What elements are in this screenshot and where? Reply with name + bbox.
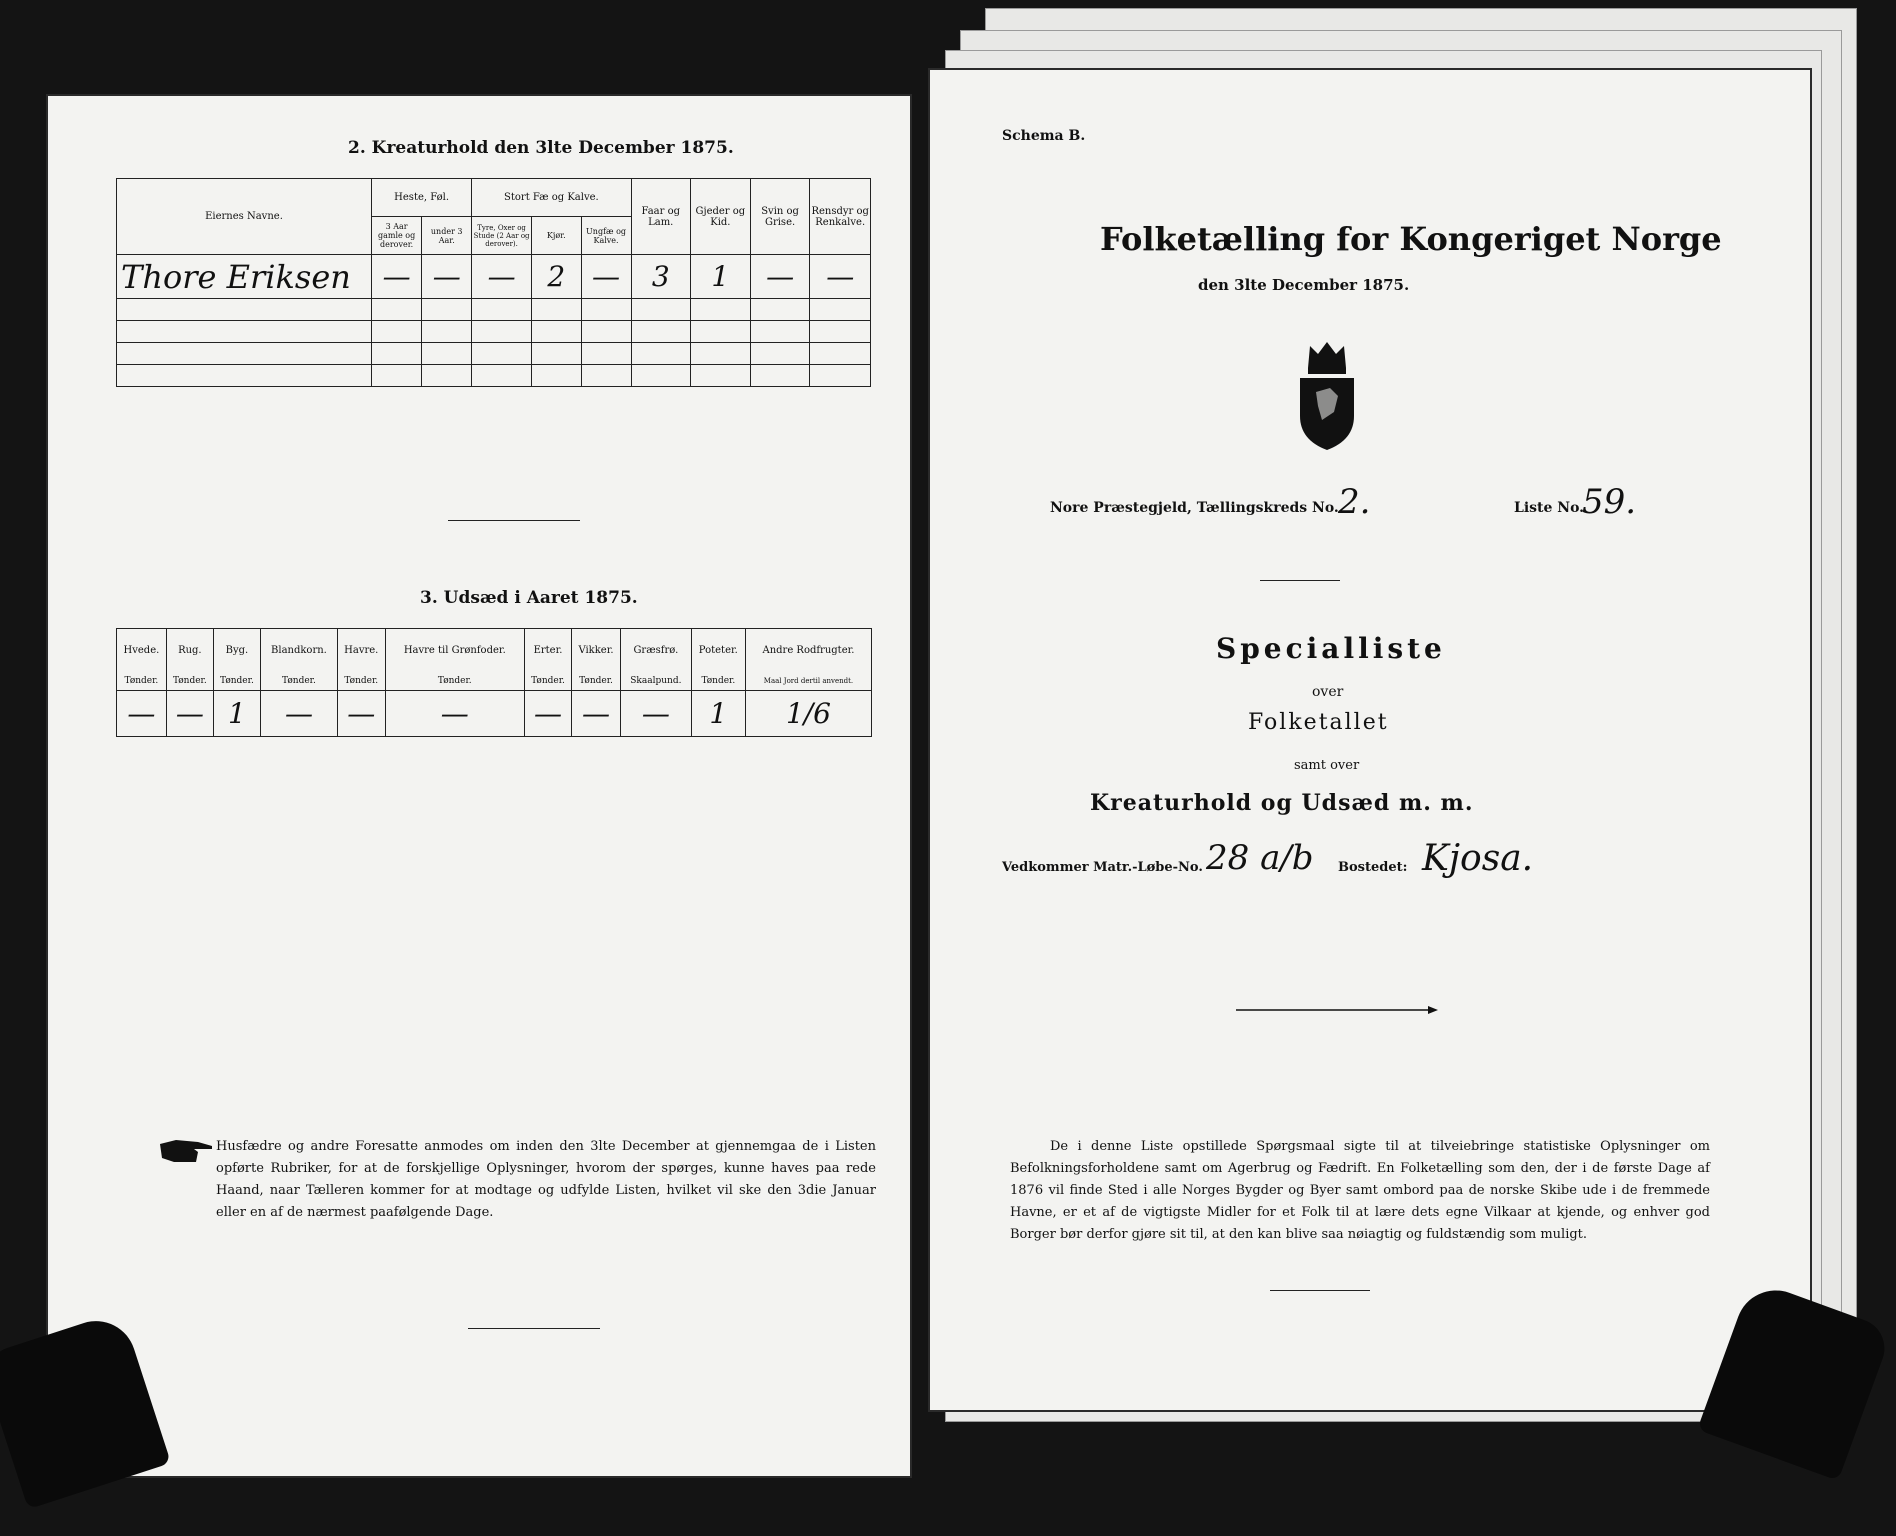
over-text-1: over bbox=[1312, 684, 1344, 700]
seed-value: 1/6 bbox=[745, 691, 871, 737]
liste-number: 59. bbox=[1582, 482, 1637, 522]
bosted-label: Bostedet: bbox=[1338, 860, 1408, 875]
seed-value: — bbox=[117, 691, 167, 737]
seed-value: — bbox=[166, 691, 213, 737]
bottom-divider bbox=[468, 1328, 600, 1329]
seed-value: 1 bbox=[213, 691, 260, 737]
goats-value: 1 bbox=[690, 255, 750, 299]
seed-unit: Tønder. bbox=[337, 673, 385, 691]
title-divider bbox=[1260, 580, 1340, 581]
pointing-hand-icon bbox=[158, 1136, 214, 1166]
bulls-value: — bbox=[472, 255, 532, 299]
seed-header: Erter. bbox=[524, 629, 571, 673]
seed-unit: Tønder. bbox=[260, 673, 337, 691]
prestegjeld-label: Nore Præstegjeld, Tællingskreds No. bbox=[1050, 500, 1339, 516]
seed-unit: Tønder. bbox=[213, 673, 260, 691]
horses-old-value: — bbox=[372, 255, 422, 299]
seed-header: Rug. bbox=[166, 629, 213, 673]
document-date: den 3lte December 1875. bbox=[1198, 276, 1410, 294]
seed-value: 1 bbox=[691, 691, 745, 737]
seed-unit: Tønder. bbox=[117, 673, 167, 691]
young-cattle-header: Ungfæ og Kalve. bbox=[581, 217, 631, 255]
seed-unit: Tønder. bbox=[166, 673, 213, 691]
pigs-value: — bbox=[750, 255, 810, 299]
right-page bbox=[930, 70, 1810, 1410]
young-cattle-value: — bbox=[581, 255, 631, 299]
seed-value: — bbox=[524, 691, 571, 737]
cows-header: Kjør. bbox=[531, 217, 581, 255]
seed-header: Havre til Grønfoder. bbox=[385, 629, 524, 673]
left-page bbox=[48, 96, 910, 1476]
horses-header: Heste, Føl. bbox=[372, 179, 472, 217]
sheep-value: 3 bbox=[631, 255, 690, 299]
seed-value: — bbox=[572, 691, 621, 737]
seed-header: Blandkorn. bbox=[260, 629, 337, 673]
seed-header: Hvede. bbox=[117, 629, 167, 673]
table-row bbox=[117, 365, 871, 387]
seed-value: — bbox=[337, 691, 385, 737]
seed-header: Vikker. bbox=[572, 629, 621, 673]
matr-number: 28 a/b bbox=[1206, 838, 1314, 878]
cows-value: 2 bbox=[531, 255, 581, 299]
kreaturhold-heading: Kreaturhold og Udsæd m. m. bbox=[1090, 790, 1474, 816]
reindeer-header: Rensdyr og Renkalve. bbox=[810, 179, 871, 255]
bosted-value: Kjosa. bbox=[1422, 838, 1534, 879]
table-row bbox=[117, 299, 871, 321]
section-divider bbox=[448, 520, 580, 521]
sheep-header: Faar og Lam. bbox=[631, 179, 690, 255]
horses-young-value: — bbox=[422, 255, 472, 299]
liste-label: Liste No. bbox=[1514, 500, 1585, 516]
seed-value: — bbox=[260, 691, 337, 737]
arrow-line-icon bbox=[1236, 1004, 1440, 1016]
seed-unit: Tønder. bbox=[385, 673, 524, 691]
bulls-header: Tyre, Oxer og Stude (2 Aar og derover). bbox=[472, 217, 532, 255]
cattle-header: Stort Fæ og Kalve. bbox=[472, 179, 631, 217]
footer-divider bbox=[1270, 1290, 1370, 1291]
seed-header: Andre Rodfrugter. bbox=[745, 629, 871, 673]
horses-old-header: 3 Aar gamle og derover. bbox=[372, 217, 422, 255]
horses-young-header: under 3 Aar. bbox=[422, 217, 472, 255]
matr-label: Vedkommer Matr.-Løbe-No. bbox=[1002, 860, 1203, 875]
coat-of-arms-icon bbox=[1292, 340, 1362, 452]
section-2-title: 2. Kreaturhold den 3lte December 1875. bbox=[348, 138, 734, 158]
tallingskreds-number: 2. bbox=[1338, 482, 1371, 522]
notice-text: Husfædre og andre Foresatte anmodes om inden den 3lte December at gjennemgaa de i Listen opførte Rubriker, for at de forskjellige Oplysninger, hvorom der spørges, kunne haves paa rede Haand, naar Tælleren kommer for at modtage og udfylde Listen, hvilket vil ske den 3die Januar eller en af de nærmest paafølgende Dage. bbox=[216, 1139, 876, 1220]
reindeer-value: — bbox=[810, 255, 871, 299]
seed-unit: Tønder. bbox=[691, 673, 745, 691]
table-row bbox=[117, 343, 871, 365]
folketallet-heading: Folketallet bbox=[1248, 710, 1389, 735]
footer-text: De i denne Liste opstillede Spørgsmaal sigte til at tilveiebringe statistiske Oplysninger om Befolkningsforholdene samt om Agerbrug og Fædrift. En Folketælling som den, der i de første Dage af 1876 vil finde Sted i alle Norges Bygder og Byer samt ombord paa de norske Skibe ude i de fremmede Havne, er et af de vigtigste Midler for et Folk til at lære dets egne Vilkaar at kjende, og enhver god Borger bør derfor gjøre sit til, at den kan blive saa nøiagtig og fuldstændig som muligt. bbox=[1010, 1139, 1710, 1242]
goats-header: Gjeder og Kid. bbox=[690, 179, 750, 255]
seed-unit: Skaalpund. bbox=[621, 673, 692, 691]
specialliste-heading: Specialliste bbox=[1216, 632, 1446, 665]
seed-unit: Tønder. bbox=[572, 673, 621, 691]
seed-unit: Maal Jord dertil anvendt. bbox=[745, 673, 871, 691]
section-3-title: 3. Udsæd i Aaret 1875. bbox=[420, 588, 638, 608]
livestock-table bbox=[116, 178, 871, 387]
table-row bbox=[117, 321, 871, 343]
seed-value: — bbox=[621, 691, 692, 737]
seed-header: Byg. bbox=[213, 629, 260, 673]
document-title: Folketælling for Kongeriget Norge bbox=[1100, 220, 1722, 258]
seed-value: — bbox=[385, 691, 524, 737]
seed-header: Græsfrø. bbox=[621, 629, 692, 673]
seed-table bbox=[116, 628, 872, 737]
seed-unit: Tønder. bbox=[524, 673, 571, 691]
seed-header: Havre. bbox=[337, 629, 385, 673]
schema-label: Schema B. bbox=[1002, 128, 1086, 144]
seed-header: Poteter. bbox=[691, 629, 745, 673]
owner-header: Eiernes Navne. bbox=[117, 179, 372, 255]
samt-over-text: samt over bbox=[1294, 758, 1360, 773]
pigs-header: Svin og Grise. bbox=[750, 179, 810, 255]
owner-name: Thore Eriksen bbox=[117, 255, 372, 299]
